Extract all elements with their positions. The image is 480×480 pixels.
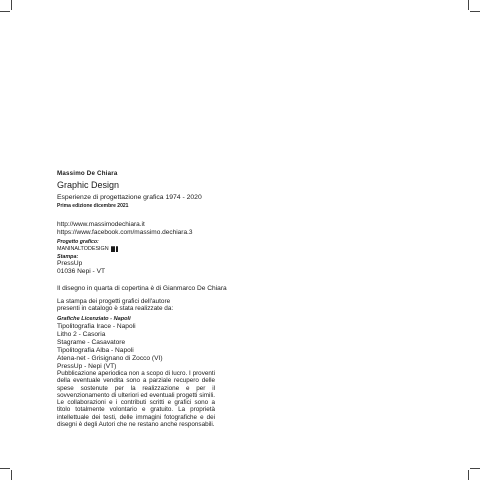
book-subtitle: Esperienze di progettazione grafica 1974 - 2020 [57,194,202,201]
crop-mark-bottom-left-v [11,470,12,480]
edition-note: Prima edizione dicembre 2021 [57,203,129,209]
links-block [57,221,192,236]
stampa-note-line: presenti in catalogo è stata realizzate da: [57,305,174,313]
project-studio-name: MANINALTODESIGN [57,246,109,252]
project-label: Progetto grafico: [57,239,99,245]
crop-mark-top-right-v [468,0,469,10]
list-item: Tipolitografia Alba - Napoli [57,346,134,354]
list-item: Stagrame - Casavatore [57,338,126,346]
cover-illustration-note: Il disegno in quarta di copertina è di Gianmarco De Chiara [57,285,227,292]
printers-list [57,323,163,370]
printer-address: 01036 Nepi - VT [57,267,106,275]
facebook-link[interactable]: https://www.facebook.com/massimo.dechiara.3 [57,228,193,236]
print-block [57,260,105,275]
website-link[interactable]: http://www.massimodechiara.it [57,221,145,228]
book-title: Graphic Design [57,180,120,190]
list-item: PressUp - Nepi (VT) [57,362,117,370]
crop-mark-top-right-h [470,11,480,12]
print-label: Stampa: [57,254,79,260]
author-name: Massimo De Chiara [57,170,118,177]
printers-heading: Grafiche Licenziato - Napoli [57,316,131,322]
crop-mark-bottom-left-h [0,468,10,469]
hands-logo-icon [111,246,118,252]
list-item: Tipolitografia Irace - Napoli [57,323,136,330]
stampa-note-line: La stampa dei progetti grafici dell'autore [57,298,171,305]
crop-mark-top-left-v [11,0,12,10]
stampa-note [57,298,173,312]
legal-notice: Pubblicazione aperiodica non a scopo di lucro. I proventi della eventuale vendita sono a parziale recupero delle spese sostenute per la realizzazione e per il sovvenzionamento di ulteriori ed eventuali progetti simili. Le collaborazioni e i contributi scritti e grafici sono a titolo totalmente volontario e gratuito. La proprietà intellettuale dei testi, delle immagini fotografiche e dei disegni è degli Autori che ne restano anche responsabili. [57,370,215,429]
crop-mark-bottom-right-v [468,470,469,480]
crop-mark-bottom-right-h [470,468,480,469]
crop-mark-top-left-h [0,11,10,12]
printer-name: PressUp [57,260,83,267]
list-item: Atena-net - Grisignano di Zocco (VI) [57,354,163,362]
list-item: Litho 2 - Casoria [57,330,106,338]
project-credit [57,246,118,252]
